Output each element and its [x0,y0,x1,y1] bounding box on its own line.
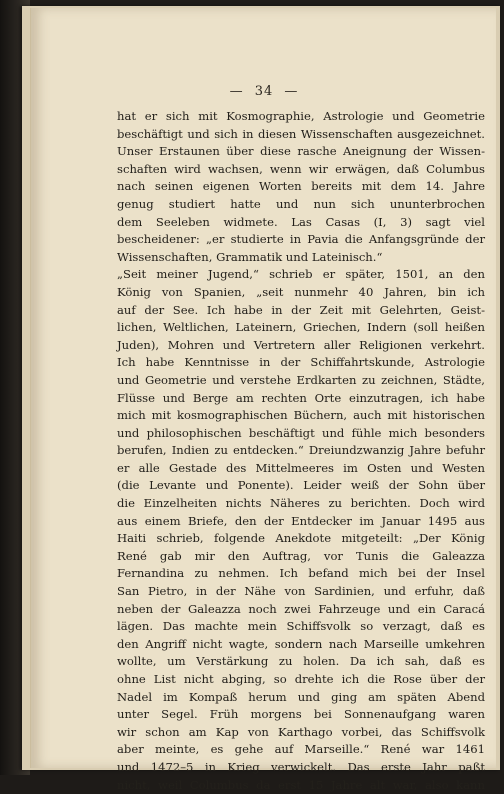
text-line: lichen, Weltlichen, Lateinern, Griechen, Indern (soll heißen [117,320,485,335]
text-line: Nadel im Kompaß herum und ging am späten Abend [117,689,485,704]
text-line: bescheidener: „er studierte in Pavia die Anfangsgründe der [117,232,485,247]
text-line: er alle Gestade des Mittelmeeres im Osten und Westen [117,460,485,475]
text-line: René gab mir den Auftrag, vor Tunis die Galeazza [117,548,485,563]
text-line: hat er sich mit Kosmographie, Astrologie und Geometrie [117,109,485,123]
text-line: wir schon am Kap von Karthago vorbei, das Schiffsvolk [117,724,485,739]
text-line: Juden), Mohren und Vertretern aller Religionen verkehrt. [117,337,485,352]
text-line: dem Seeleben widmete. Las Casas (I, 3) sagt viel [117,214,485,229]
text-line: nach seinen eigenen Worten bereits mit dem 14. Jahre [117,179,485,194]
text-line: schaften wird wachsen, wenn wir erwägen, daß Columbus [117,161,485,176]
text-line: die Einzelheiten nichts Näheres zu berichten. Doch wird [117,496,485,511]
text-line: genug studiert hatte und nun sich ununterbrochen [117,196,485,211]
text-line: mich mit kosmographischen Büchern, auch mit historischen [117,408,485,423]
text-line: (die Levante und Ponente). Leider weiß der Sohn über [117,478,485,493]
text-line: Unser Erstaunen über diese rasche Aneignung der Wissen- [117,144,485,159]
text-line: Wissenschaften, Grammatik und Lateinisch.“ [117,249,383,264]
page-header [31,84,497,99]
text-line: unter Segel. Früh morgens bei Sonnenaufgang waren [117,707,485,722]
body-text [117,108,485,794]
text-line: Fernandina zu nehmen. Ich befand mich bei der Insel [117,566,485,581]
text-line: San Pietro, in der Nähe von Sardinien, und erfuhr, daß [117,584,485,599]
text-line: lägen. Das machte mein Schiffsvolk so verzagt, daß es [117,619,485,634]
page-number: 34 [254,84,274,99]
text-line: aus einem Briefe, den der Entdecker im Januar 1495 aus [117,513,485,528]
text-line: und Geometrie und verstehe Erdkarten zu zeichnen, Städte, [117,372,485,387]
text-line: nicht, weil Columbus da erst 15 Jahre alt war, also kann [117,777,485,792]
text-line: und philosophischen beschäftigt und fühle mich besonders [117,425,485,440]
text-line: beschäftigt und sich in diesen Wissenschaften ausgezeichnet. [117,126,485,141]
header-dash-right: — [284,84,299,99]
text-line: auf der See. Ich habe in der Zeit mit Gelehrten, Geist- [117,302,485,317]
text-line: wollte, um Verstärkung zu holen. Da ich sah, daß es [117,654,485,669]
book-page [30,8,496,792]
text-line: den Angriff nicht wagte, sondern nach Marseille umkehren [117,636,485,651]
text-line: Ich habe Kenntnisse in der Schiffahrtskunde, Astrologie [117,355,485,370]
text-line: Haiti schrieb, folgende Anekdote mitgeteilt: „Der König [117,531,485,546]
text-line: aber meinte, es gehe auf Marseille.“ René war 1461 [117,742,485,757]
header-dash-left: — [229,84,244,99]
text-line: und 1472–5 in Krieg verwickelt. Das erste Jahr paßt [117,759,485,774]
text-line: ohne List nicht abging, so drehte ich die Rose über der [117,672,485,686]
text-line: Flüsse und Berge am rechten Orte einzutragen, ich habe [117,390,485,405]
text-line: König von Spanien, „seit nunmehr 40 Jahren, bin ich [117,284,485,299]
text-line: neben der Galeazza noch zwei Fahrzeuge und ein Caracá [117,601,485,616]
text-line: „Seit meiner Jugend,“ schrieb er später, 1501, an den [117,267,485,282]
text-line: berufen, Indien zu entdecken.“ Dreiundzwanzig Jahre befuhr [117,443,485,458]
